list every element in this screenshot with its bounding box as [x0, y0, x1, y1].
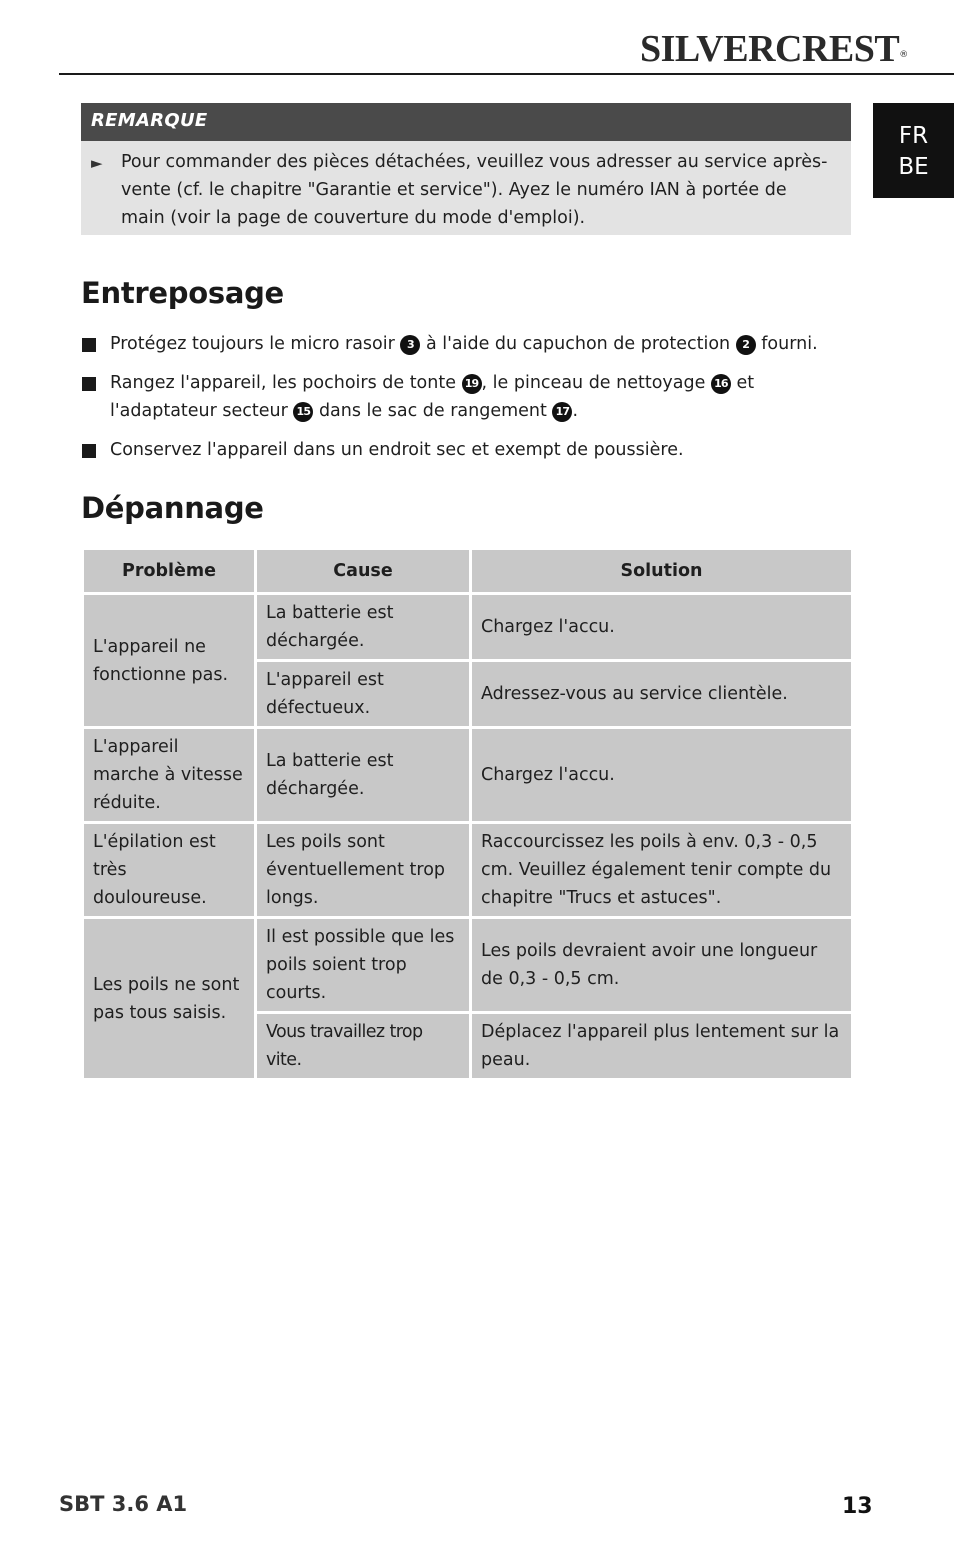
logo-silver: SILVER	[640, 28, 776, 70]
language-code-be: BE	[898, 154, 929, 180]
footer-model-number: SBT 3.6 A1	[59, 1492, 188, 1516]
note-body	[81, 141, 851, 235]
bullet-text: , le pinceau de nettoyage	[481, 373, 711, 393]
table-header-row	[83, 549, 853, 594]
part-number-badge: 17	[552, 402, 572, 422]
column-header-cause: Cause	[256, 549, 471, 594]
section-heading-troubleshooting: Dépannage	[81, 491, 264, 525]
part-number-badge: 2	[736, 335, 756, 355]
brand-logo	[640, 28, 908, 70]
note-box	[81, 103, 851, 235]
header-rule	[59, 73, 954, 75]
column-header-solution: Solution	[471, 549, 853, 594]
language-tab	[873, 103, 954, 198]
logo-registered-mark: ®	[899, 50, 908, 60]
part-number-badge: 3	[400, 335, 420, 355]
part-number-badge: 19	[462, 374, 482, 394]
bullet-text: .	[572, 401, 579, 421]
bullet-square-icon	[82, 377, 96, 391]
troubleshooting-table	[81, 547, 854, 1081]
list-item	[81, 330, 856, 358]
note-title: REMARQUE	[81, 103, 851, 141]
bullet-text: dans le sac de rangement	[313, 401, 553, 421]
cause-cell: La batterie est déchargée.	[256, 594, 471, 661]
cause-cell: Il est possible que les poils soient trop courts.	[256, 918, 471, 1013]
solution-cell: Chargez l'accu.	[471, 594, 853, 661]
bullet-text: Rangez l'appareil, les pochoirs de tonte	[110, 373, 462, 393]
cause-cell: Vous travaillez trop vite.	[256, 1013, 471, 1080]
solution-cell: Déplacez l'appareil plus lentement sur la peau.	[471, 1013, 853, 1080]
note-text: Pour commander des pièces détachées, veuillez vous adresser au service après-vente (cf. le chapitre "Garantie et service"). Ayez le numéro IAN à portée de main (voir la page de couverture du mode d'emploi).	[121, 152, 828, 228]
table-row	[83, 918, 853, 1013]
problem-cell: L'épilation est très douloureuse.	[83, 823, 256, 918]
table-row	[83, 728, 853, 823]
solution-cell: Raccourcissez les poils à env. 0,3 - 0,5 cm. Veuillez également tenir compte du chapitre "Trucs et astuces".	[471, 823, 853, 918]
language-code-fr: FR	[898, 123, 929, 149]
storage-list	[81, 330, 856, 475]
section-heading-storage: Entreposage	[81, 276, 284, 310]
page-number: 13	[842, 1494, 873, 1519]
bullet-text: fourni.	[755, 334, 818, 354]
problem-cell: L'appareil ne fonctionne pas.	[83, 594, 256, 728]
column-header-problem: Problème	[83, 549, 256, 594]
table-row	[83, 594, 853, 661]
arrow-right-icon: ►	[91, 154, 103, 172]
part-number-badge: 15	[293, 402, 313, 422]
solution-cell: Adressez-vous au service clientèle.	[471, 661, 853, 728]
bullet-text: Conservez l'appareil dans un endroit sec et exempt de poussière.	[110, 440, 684, 460]
solution-cell: Chargez l'accu.	[471, 728, 853, 823]
problem-cell: L'appareil marche à vitesse réduite.	[83, 728, 256, 823]
logo-crest: CREST	[775, 28, 900, 70]
part-number-badge: 16	[711, 374, 731, 394]
bullet-square-icon	[82, 338, 96, 352]
table-row	[83, 823, 853, 918]
cause-cell: Les poils sont éventuellement trop longs.	[256, 823, 471, 918]
bullet-text: à l'aide du capuchon de protection	[420, 334, 736, 354]
cause-cell: L'appareil est défectueux.	[256, 661, 471, 728]
list-item	[81, 369, 856, 425]
bullet-square-icon	[82, 444, 96, 458]
list-item	[81, 436, 856, 464]
problem-cell: Les poils ne sont pas tous saisis.	[83, 918, 256, 1080]
solution-cell: Les poils devraient avoir une longueur de 0,3 - 0,5 cm.	[471, 918, 853, 1013]
bullet-text: Protégez toujours le micro rasoir	[110, 334, 401, 354]
cause-cell: La batterie est déchargée.	[256, 728, 471, 823]
bullet-text: et l'adaptateur secteur	[110, 373, 755, 421]
